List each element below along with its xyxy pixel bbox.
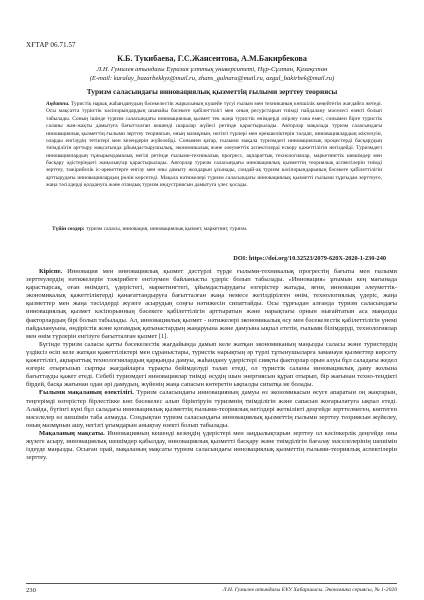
introduction-heading: Кіріспе. bbox=[39, 268, 63, 275]
keywords-text: туризм саласы, инновация, инновациялық қызмет, маркетинг, туризм. bbox=[84, 226, 248, 232]
article-body bbox=[26, 268, 397, 462]
paragraph-introduction bbox=[26, 268, 397, 341]
paragraph-purpose bbox=[26, 430, 397, 462]
relevance-heading: Ғылыми мақаланың өзектілігі. bbox=[39, 389, 134, 397]
doi-link[interactable]: DOI: https://doi.org/10.32523/2079-620X-2020-1-230-240 bbox=[233, 255, 386, 262]
purpose-heading: Мақаланың мақсаты. bbox=[39, 429, 105, 437]
keywords bbox=[52, 226, 382, 233]
paragraph-relevance bbox=[26, 389, 397, 429]
running-footer: Л.Н. Гумилев атындағы ЕҰУ Хабаршысы. Экономика сериясы, № 1-2020 bbox=[222, 587, 397, 593]
introduction-text: Инновация мен инновациялық қызмет дәстүрлі түрде ғылыми-техникалық прогрестің бағыты мен ғылыми зерттеулердің нәтижелерін тәжірибеге енгізумен байланысты үдеріс болып табылады. «Инновация» ұғымын кең мағынада қарастырсақ, оған өнімдегі, үдерістегі, маркетингтегі, ұйымдастырудағы өзгерістер жатады, яғни, инновация әлеуметтік-экономикалық қажеттіліктерді қанағаттандыруға бағытталған жаңа немесе жетілдірілген өнім, технологиялық үдеріс, жаңа қызметтер мен жаңа тәсілдерді жүзеге асырудың соңғы нәтижесін сипаттайды. Осы тұрғыдан алғанда туризм саласындағы инновациялық қызмет кәсіпорынның бәсекеге қабілеттілігін арттыратын және нарықтағы орнын нығайтатын аса маңызды факторлардың бірі болып табылады. Ал, инновациялық қызмет - нәтижелері экономикалық өсу мен бәсекелестік қабілеттілігін үнемі пайдалануына, өндірістік және қоғамдық қатынастардың жаңаруына және дамуына ықпал ететін, ғылыми білімдерді, технологиялар мен өнім түрлерін енгізуге бағытталған қызмет [1]. bbox=[26, 268, 397, 340]
authors: К.Б. Тукибаева, Г.С.Жансеитова, А.М.Бакирбекова bbox=[117, 54, 307, 63]
abstract bbox=[46, 101, 382, 190]
footer-divider bbox=[26, 583, 397, 584]
relevance-text: Туризм саласындағы инновацияның дамуы өз экономикасын өсуге апаратын оң жақтарын, теңгерімді өзгерістер бірлестікке көп бәсекелес алып біріктіруін туризмнің тиімділігін және сапасын жоғарылатуға ықпал етеді. Алайда, бүгінгі күні бұл саладағы инновациялық қызметтің ғылыми-теориялық негіздері жеткілікті деңгейде зерттелмеген, көптеген мәселелер өз шешімін таба алмауда. Сондықтан туризм саласындағы инновациялық қызметтің ғылыми зерттеу теориясын жүйелеу, оның мазмұнын ашу, негізгі ұғымдарын анықтау өзекті болып табылады. bbox=[26, 389, 397, 429]
classification-code: ХҒТАР 06.71.57 bbox=[26, 41, 76, 49]
abstract-text: Туристік нарық жаһанданудың бәсекелестік жарысының күшейе түсуі ғылым мен техниканың көпшілік кеңейтетін жағдайға жетеді. Осы мақсатта туристік кәсіпорындардың шынайы бәсекеге қабілеттілігі мен оның ресурстарын тиімді пайдалану мәселесі өзекті болып табылады. Соның ішінде туризм саласындағы инновациялық қызмет тек жаңа туристік өнімдерді әзірлеу ғана емес, сонымен бірге туристік саланы жан-жақты дамытуға бағытталған кешенді шаралар жүйесі ретінде қарастырылады. Авторлар мақалада туризм саласындағы инновациялық қызметтің ғылыми зерттеу теориясын, оның мазмұнын, негізгі түрлері мен ерекшеліктерін талдап, инновациялардың жіктелуін, оларды енгізудің тетіктері мен кезеңдерін жүйелейді. Сонымен қатар, ғылыми мақала туризмдегі инновациялық процестерді басқарудың тиімділігін арттыру мақсатында ұйымдастырушылық, экономикалық және әлеуметтік аспектілерді ескеру қажеттілігін негіздейді. Туризмдегі инновациялардың тұжырымдамалық негізі ретінде ғылыми-техникалық прогресс, ақпараттық технологиялар, маркетингтік шешімдер мен басқару әдістеріндегі жаңалықтар қарастырылады. Авторлар туризм саласындағы инновациялық қызметтің теориялық аспектілерін тиімді зерттеу, тәжірибелік іс-әрекеттерге енгізу мен оны дамыту жолдарын ұсынады, сондай-ақ туризм кәсіпорындарының бәсекеге қабілеттілігін арттырудағы инновациялардың рөлін көрсетеді. Мақала нәтижелері туризм саласындағы инновациялық қызметті ғылыми тұрғыдан зерттеуге, жаңа тәсілдерді қолдануға және отандық туризм индустриясын дамытуға үлес қосады. bbox=[46, 101, 382, 189]
abstract-label: Аңдатпа. bbox=[46, 101, 70, 107]
author-emails: (E-mail: kuralay_bazarbekkyz@mail.ru, zhans_gulnara@mail.ru, azgul_bakirbek@mail.ru) bbox=[89, 75, 335, 82]
keywords-label: Түйін сөздер: bbox=[52, 226, 85, 232]
paragraph-tourism-context: Бүгінде туризм саласы қатты бәсекелестік жағдайында дамып келе жатқан экономиканың маңызды саласы және туристердің үздіксіз өсіп келе жатқан қажеттіліктері мен сұраныстары, туристік нарықтың әр түрлі тұтынушыларға заманауи қызметтер көрсету қажеттілігі, ақпараттық технологиялардың қарқынды дамуы, жаһандану үдерістері сияқты факторлар орын алуы бұл саладағы жедел өзгеріс отырғызып сыртқы жағдайларға тұрақты бейімделуді талап етеді, ол туристік саланы инновациялық даму жолына бағыттауды қажет етеді. Себебі туризмдегі инновациялар тиімді өсудің шын энергиясын құрап отырып, бір жағынан техно-тендікті бірдей, басқа жағынан одан әрі дамудың, жүйенің жаңа сапасын көтеретін ықпалды сипатқа ие болады. bbox=[26, 340, 397, 389]
purpose-text: Инновацияның кешенді кезеңдің үдерістері мен заңдылықтарын зерттеу ол кәсіпкерлік деңгейде оны жүзеге асыру, инновациялық шешімдер қабылдау, инновациялық қызметті басқару және тиімділігін бағалау мәселелерінің шешімін іздеуде маңызды. Осыған орай, мақаланың мақсаты туризм саласындағы инновациялық қызметтің ғылыми-теориялық аспектілерін зерттеу. bbox=[26, 429, 397, 462]
paper-title: Туризм саласындағы инновациялық қызметтің ғылыми зерттеу теориясы bbox=[86, 87, 338, 96]
affiliation-block bbox=[0, 65, 424, 83]
affiliation: Л.Н. Гумилев атындағы Еуразия ұлттық университеті, Нұр-Сұлтан, Қазақстан bbox=[96, 66, 328, 73]
page-number: 230 bbox=[26, 587, 36, 594]
